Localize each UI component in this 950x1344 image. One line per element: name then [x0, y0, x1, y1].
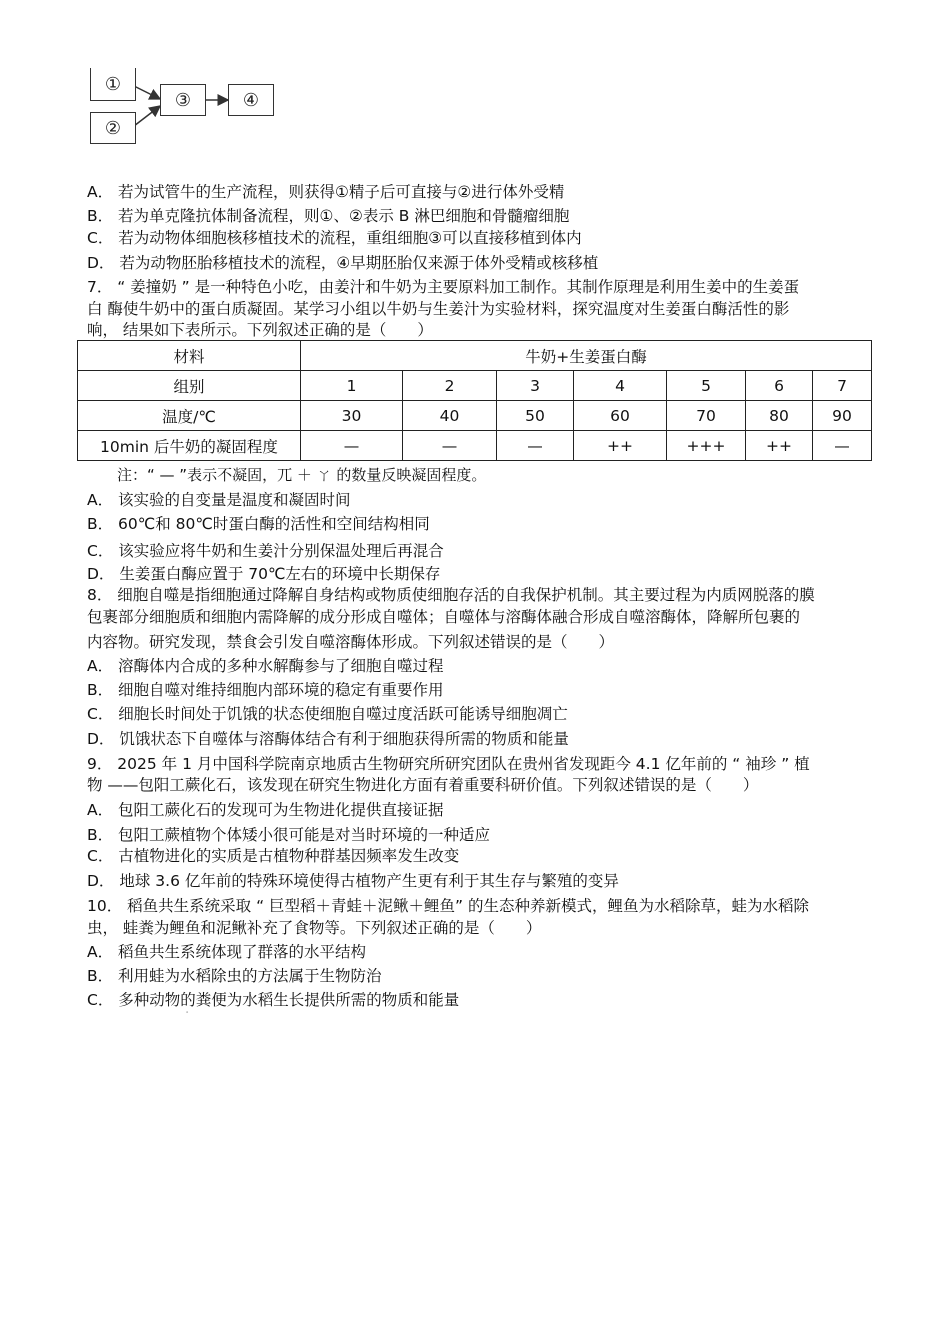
q10-stem-line-1: 10． 稻鱼共生系统采取 “ 巨型稻＋青蛙＋泥鳅＋鲤鱼” 的生态种养新模式，鲤鱼为水稻除草，蛙为水稻除 [87, 897, 809, 915]
table-cell-temp: 90 [813, 401, 872, 431]
q7-option-b: B． 60℃和 80℃时蛋白酶的活性和空间结构相同 [87, 515, 430, 533]
table-row-material [78, 341, 872, 371]
table-cell-degree-label: 10min 后牛奶的凝固程度 [78, 431, 301, 461]
q6-option-a: A． 若为试管牛的生产流程，则获得①精子后可直接与②进行体外受精 [87, 183, 565, 201]
q7-data-table [77, 340, 872, 461]
table-cell-group-label: 组别 [78, 371, 301, 401]
q7-stem-line-3: 响， 结果如下表所示。下列叙述正确的是（ ） [87, 321, 433, 339]
q7-option-d: D． 生姜蛋白酶应置于 70℃左右的环境中长期保存 [87, 565, 441, 583]
table-cell-group: 7 [813, 371, 872, 401]
table-cell-degree: — [301, 431, 403, 461]
table-cell-degree: — [813, 431, 872, 461]
q6-option-b: B． 若为单克隆抗体制备流程，则①、②表示 B 淋巴细胞和骨髓瘤细胞 [87, 207, 570, 225]
q10-stem-line-2: 虫， 蛙粪为鲤鱼和泥鳅补充了食物等。下列叙述正确的是（ ） [87, 919, 542, 937]
q8-stem-line-3: 内容物。研究发现，禁食会引发自噬溶酶体形成。下列叙述错误的是（ ） [87, 633, 615, 651]
table-cell-temp: 40 [403, 401, 497, 431]
q7-option-a: A． 该实验的自变量是温度和凝固时间 [87, 491, 351, 509]
q7-stem-line-1: 7． “ 姜撞奶 ” 是一种特色小吃，由姜汁和牛奶为主要原料加工制作。其制作原理是利用生姜中的生姜蛋 [87, 278, 800, 296]
table-cell-group: 1 [301, 371, 403, 401]
table-row-degree [78, 431, 872, 461]
q7-stem-line-2: 白 酶使牛奶中的蛋白质凝固。某学习小组以牛奶与生姜汁为实验材料，探究温度对生姜蛋白酶活性的影 [87, 300, 790, 318]
table-cell-degree: — [403, 431, 497, 461]
q6-option-d: D． 若为动物胚胎移植技术的流程，④早期胚胎仅来源于体外受精或核移植 [87, 254, 599, 272]
table-cell-degree: — [497, 431, 574, 461]
table-cell-material-label: 材料 [78, 341, 301, 371]
table-cell-temp-label: 温度/℃ [78, 401, 301, 431]
table-cell-group: 6 [746, 371, 813, 401]
q9-stem-line-1: 9． 2025 年 1 月中国科学院南京地质古生物研究所研究团队在贵州省发现距今 4.1 亿年前的 “ 袖珍 ” 植 [87, 755, 810, 773]
q9-option-a: A． 包阳工蕨化石的发现可为生物进化提供直接证据 [87, 801, 444, 819]
arrow-2-to-3 [134, 106, 160, 126]
arrow-1-to-3 [134, 86, 160, 99]
q9-option-c: C． 古植物进化的实质是古植物种群基因频率发生改变 [87, 847, 460, 865]
q9-option-b: B． 包阳工蕨植物个体矮小很可能是对当时环境的一种适应 [87, 826, 491, 844]
table-cell-degree: ++ [574, 431, 667, 461]
q9-option-d: D． 地球 3.6 亿年前的特殊环境使得古植物产生更有利于其生存与繁殖的变异 [87, 872, 619, 890]
q6-option-c: C． 若为动物体细胞核移植技术的流程，重组细胞③可以直接移植到体内 [87, 229, 582, 247]
table-cell-temp: 60 [574, 401, 667, 431]
table-cell-material-value: 牛奶+生姜蛋白酶 [301, 341, 872, 371]
q8-option-b: B． 细胞自噬对维持细胞内部环境的稳定有重要作用 [87, 681, 444, 699]
flow-box-2: ② [90, 112, 136, 144]
table-row-group [78, 371, 872, 401]
table-cell-temp: 50 [497, 401, 574, 431]
table-cell-degree: +++ [667, 431, 746, 461]
q8-option-a: A． 溶酶体内合成的多种水解酶参与了细胞自噬过程 [87, 657, 444, 675]
q8-stem-line-2: 包裹部分细胞质和细胞内需降解的成分形成自噬体；自噬体与溶酶体融合形成自噬溶酶体，降解所包裹的 [87, 608, 801, 626]
table-cell-temp: 30 [301, 401, 403, 431]
flow-box-1: ① [90, 68, 136, 101]
table-cell-degree: ++ [746, 431, 813, 461]
q10-option-a: A． 稻鱼共生系统体现了群落的水平结构 [87, 943, 367, 961]
table-cell-group: 3 [497, 371, 574, 401]
flowchart [88, 68, 288, 146]
q8-option-d: D． 饥饿状态下自噬体与溶酶体结合有利于细胞获得所需的物质和能量 [87, 730, 569, 748]
table-row-temperature [78, 401, 872, 431]
table-cell-group: 4 [574, 371, 667, 401]
table-cell-group: 5 [667, 371, 746, 401]
table-cell-temp: 80 [746, 401, 813, 431]
q8-option-c: C． 细胞长时间处于饥饿的状态使细胞自噬过度活跃可能诱导细胞凋亡 [87, 705, 568, 723]
q7-option-c: C． 该实验应将牛奶和生姜汁分别保温处理后再混合 [87, 542, 444, 560]
q8-stem-line-1: 8． 细胞自噬是指细胞通过降解自身结构或物质使细胞存活的自我保护机制。其主要过程为内质网脱落的膜 [87, 586, 815, 604]
footer-mark: ﾟ [186, 1011, 190, 1020]
q10-option-b: B． 利用蛙为水稻除虫的方法属于生物防治 [87, 967, 382, 985]
table-cell-temp: 70 [667, 401, 746, 431]
q7-table-note: 注：“ — ”表示不凝固，ㄫ ＋ ㄚ 的数量反映凝固程度。 [117, 466, 487, 484]
q9-stem-line-2: 物 ——包阳工蕨化石，该发现在研究生物进化方面有着重要科研价值。下列叙述错误的是（ ） [87, 776, 759, 794]
flow-box-3: ③ [160, 84, 206, 116]
flow-box-4: ④ [228, 84, 274, 116]
q10-option-c: C． 多种动物的粪便为水稻生长提供所需的物质和能量 [87, 991, 460, 1009]
table-cell-group: 2 [403, 371, 497, 401]
